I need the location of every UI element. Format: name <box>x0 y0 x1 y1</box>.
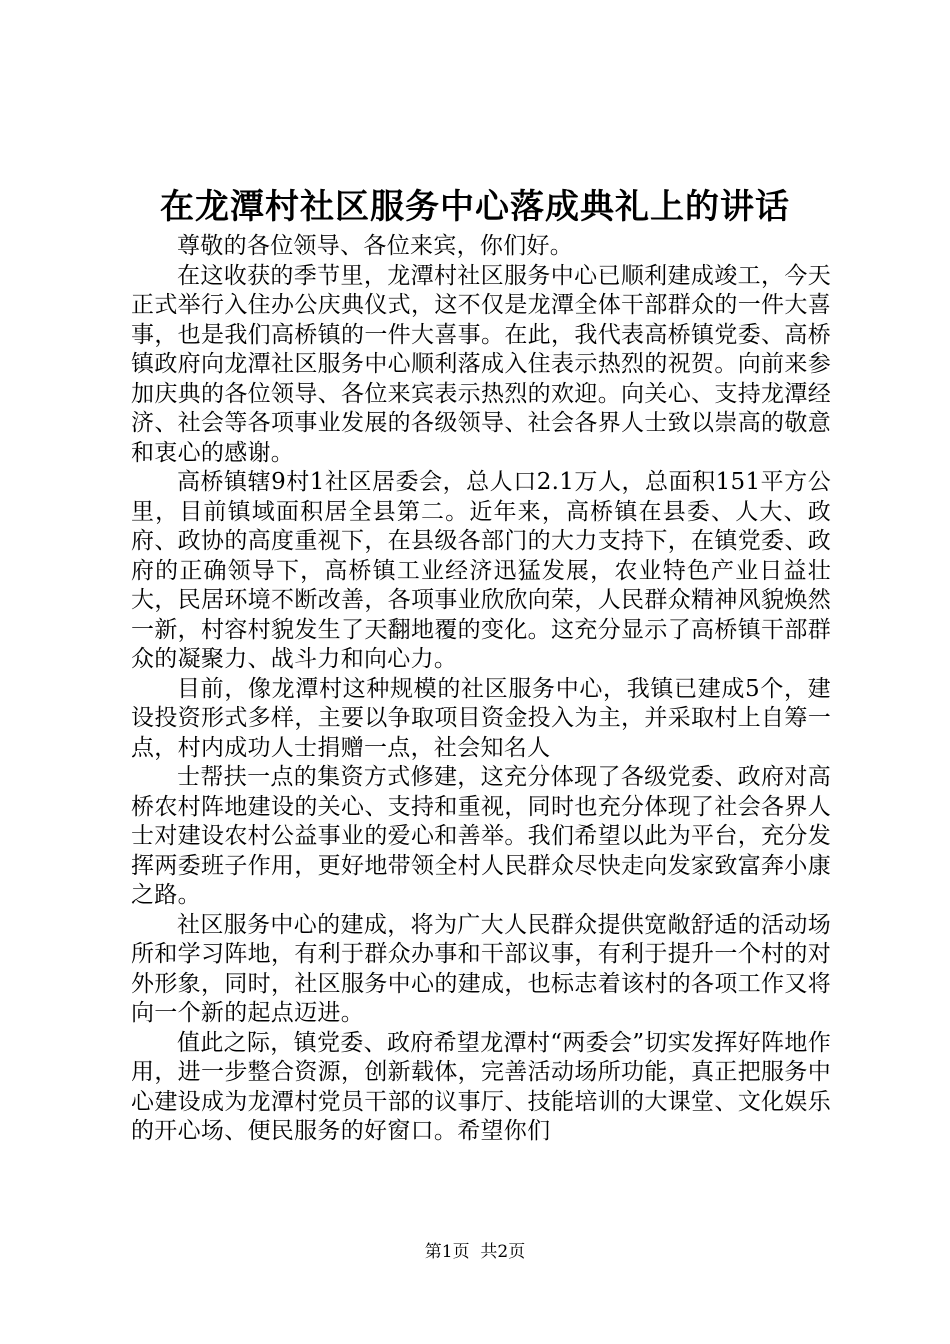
paragraph-town-overview: 高桥镇辖9村1社区居委会，总人口2.1万人，总面积151平方公里，目前镇域面积居全县第二。近年来，高桥镇在县委、人大、政府、政协的高度重视下，在县级各部门的大力支持下，在镇党委、政府的正确领导下，高桥镇工业经济迅猛发展，农业特色产业日益壮大，民居环境不断改善，各项事业欣欣向荣，人民群众精神风貌焕然一新，村容村貌发生了天翻地覆的变化。这充分显示了高桥镇干部群众的凝聚力、战斗力和向心力。 <box>131 469 831 672</box>
page-footer: 第1页 共2页 <box>424 1242 526 1262</box>
document-body <box>131 232 831 1147</box>
paragraph-congratulation: 在这收获的季节里，龙潭村社区服务中心已顺利建成竣工，今天正式举行入住办公庆典仪式，这不仅是龙潭全体干部群众的一件大喜事，也是我们高桥镇的一件大喜事。在此，我代表高桥镇党委、高桥镇政府向龙潭社区服务中心顺利落成入住表示热烈的祝贺。向前来参加庆典的各位领导、各位来宾表示热烈的欢迎。向关心、支持龙潭经济、社会等各项事业发展的各级领导、社会各界人士致以崇高的敬意和衷心的感谢。 <box>131 262 831 466</box>
paragraph-expectations: 值此之际，镇党委、政府希望龙潭村“两委会”切实发挥好阵地作用，进一步整合资源，创新载体，完善活动场所功能，真正把服务中心建设成为龙潭村党员干部的议事厅、技能培训的大课堂、文化娱乐的开心场、便民服务的好窗口。希望你们 <box>131 1029 831 1144</box>
paragraph-significance: 社区服务中心的建成，将为广大人民群众提供宽敞舒适的活动场所和学习阵地，有利于群众办事和干部议事，有利于提升一个村的对外形象，同时，社区服务中心的建成，也标志着该村的各项工作又将向一个新的起点迈进。 <box>131 911 831 1026</box>
paragraph-funding: 士帮扶一点的集资方式修建，这充分体现了各级党委、政府对高桥农村阵地建设的关心、支持和重视，同时也充分体现了社会各界人士对建设农村公益事业的爱心和善举。我们希望以此为平台，充分发挥两委班子作用，更好地带领全村人民群众尽快走向发家致富奔小康之路。 <box>131 764 831 908</box>
document-title: 在龙潭村社区服务中心落成典礼上的讲话 <box>160 187 790 227</box>
paragraph-current-status: 目前，像龙潭村这种规模的社区服务中心，我镇已建成5个，建设投资形式多样，主要以争取项目资金投入为主，并采取村上自筹一点，村内成功人士捐赠一点，社会知名人 <box>131 675 831 761</box>
paragraph-greeting: 尊敬的各位领导、各位来宾，你们好。 <box>177 233 574 259</box>
